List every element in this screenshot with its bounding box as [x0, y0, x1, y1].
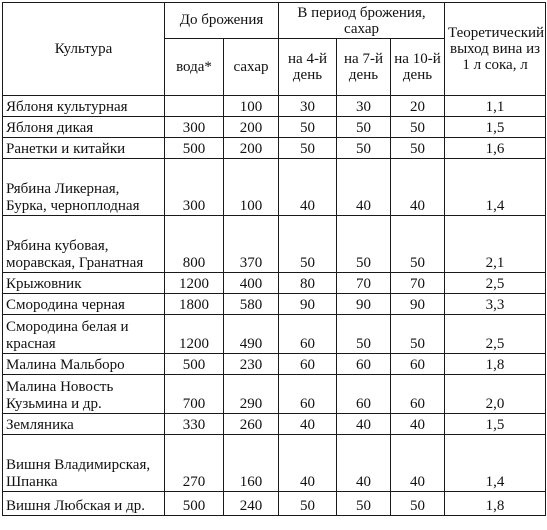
- cell-day10: 50: [391, 492, 445, 516]
- cell-day7: 60: [337, 375, 391, 414]
- cell-yield: 2,0: [445, 375, 546, 414]
- table-row: [3, 435, 546, 492]
- cell-day4: 50: [279, 138, 337, 159]
- cell-day4: 90: [279, 294, 337, 315]
- table-row: [3, 138, 546, 159]
- cell-day4: 60: [279, 375, 337, 414]
- cell-yield: 3,3: [445, 294, 546, 315]
- cell-sugar: 290: [224, 375, 279, 414]
- cell-day10: 60: [391, 375, 445, 414]
- cell-sugar: 200: [224, 117, 279, 138]
- cell-culture: Смородина черная: [3, 294, 165, 315]
- cell-day10: 90: [391, 294, 445, 315]
- cell-water: 500: [165, 354, 224, 375]
- cell-water: [165, 96, 224, 117]
- wine-sugar-table: [2, 2, 546, 516]
- cell-day7: 50: [337, 117, 391, 138]
- cell-day4: 60: [279, 354, 337, 375]
- header-day7: на 7-й день: [337, 39, 391, 96]
- header-water: вода*: [165, 39, 224, 96]
- table-row: [3, 117, 546, 138]
- cell-day7: 40: [337, 159, 391, 216]
- cell-sugar: 260: [224, 414, 279, 435]
- cell-day10: 60: [391, 354, 445, 375]
- cell-water: 300: [165, 159, 224, 216]
- cell-yield: 1,5: [445, 117, 546, 138]
- cell-culture: Земляника: [3, 414, 165, 435]
- cell-yield: 1,8: [445, 354, 546, 375]
- table-row: [3, 375, 546, 414]
- header-during-fermentation: В период брожения, сахар: [279, 3, 445, 39]
- cell-water: 700: [165, 375, 224, 414]
- cell-day7: 40: [337, 435, 391, 492]
- cell-day7: 30: [337, 96, 391, 117]
- cell-day4: 60: [279, 315, 337, 354]
- cell-day10: 50: [391, 216, 445, 273]
- cell-day10: 40: [391, 435, 445, 492]
- cell-sugar: 240: [224, 492, 279, 516]
- cell-water: 270: [165, 435, 224, 492]
- header-culture: Культура: [3, 3, 165, 96]
- cell-day4: 30: [279, 96, 337, 117]
- cell-culture: Ранетки и китайки: [3, 138, 165, 159]
- table-row: [3, 159, 546, 216]
- header-row-top: [3, 3, 546, 39]
- cell-water: 1200: [165, 315, 224, 354]
- cell-day4: 50: [279, 492, 337, 516]
- cell-water: 1800: [165, 294, 224, 315]
- cell-culture: Вишня Любская и др.: [3, 492, 165, 516]
- table-row: [3, 492, 546, 516]
- cell-day10: 40: [391, 414, 445, 435]
- cell-day4: 40: [279, 414, 337, 435]
- cell-water: 500: [165, 492, 224, 516]
- header-before-fermentation: До брожения: [165, 3, 279, 39]
- cell-culture: Малина Новость Кузьмина и др.: [3, 375, 165, 414]
- cell-day4: 40: [279, 159, 337, 216]
- cell-culture: Малина Мальборо: [3, 354, 165, 375]
- cell-yield: 2,1: [445, 216, 546, 273]
- cell-sugar: 100: [224, 96, 279, 117]
- cell-day10: 50: [391, 138, 445, 159]
- cell-day4: 80: [279, 273, 337, 294]
- header-theoretical-yield: Теоретический выход вина из 1 л сока, л: [445, 3, 546, 96]
- cell-water: 300: [165, 117, 224, 138]
- cell-water: 800: [165, 216, 224, 273]
- table-body: [3, 96, 546, 516]
- table-row: [3, 315, 546, 354]
- table-row: [3, 414, 546, 435]
- cell-sugar: 100: [224, 159, 279, 216]
- cell-day7: 50: [337, 492, 391, 516]
- cell-culture: Рябина Ликерная, Бурка, черноплодная: [3, 159, 165, 216]
- cell-yield: 1,4: [445, 159, 546, 216]
- table-row: [3, 216, 546, 273]
- cell-water: 500: [165, 138, 224, 159]
- cell-sugar: 200: [224, 138, 279, 159]
- cell-yield: 1,8: [445, 492, 546, 516]
- cell-sugar: 160: [224, 435, 279, 492]
- cell-yield: 1,4: [445, 435, 546, 492]
- cell-yield: 2,5: [445, 273, 546, 294]
- cell-day10: 50: [391, 315, 445, 354]
- cell-day4: 50: [279, 216, 337, 273]
- cell-culture: Крыжовник: [3, 273, 165, 294]
- cell-day7: 50: [337, 138, 391, 159]
- cell-day7: 40: [337, 414, 391, 435]
- cell-culture: Смородина белая и красная: [3, 315, 165, 354]
- cell-yield: 1,6: [445, 138, 546, 159]
- cell-day4: 50: [279, 117, 337, 138]
- cell-water: 330: [165, 414, 224, 435]
- header-day4: на 4-й день: [279, 39, 337, 96]
- cell-sugar: 230: [224, 354, 279, 375]
- cell-day7: 90: [337, 294, 391, 315]
- cell-culture: Вишня Владимирская, Шпанка: [3, 435, 165, 492]
- cell-sugar: 580: [224, 294, 279, 315]
- table-row: [3, 96, 546, 117]
- cell-day10: 20: [391, 96, 445, 117]
- table-row: [3, 354, 546, 375]
- cell-water: 1200: [165, 273, 224, 294]
- cell-yield: 1,5: [445, 414, 546, 435]
- table-row: [3, 273, 546, 294]
- cell-sugar: 370: [224, 216, 279, 273]
- table-row: [3, 294, 546, 315]
- cell-sugar: 490: [224, 315, 279, 354]
- cell-day7: 60: [337, 354, 391, 375]
- cell-day4: 40: [279, 435, 337, 492]
- cell-day10: 70: [391, 273, 445, 294]
- cell-culture: Рябина кубовая, моравская, Гранатная: [3, 216, 165, 273]
- header-sugar: сахар: [224, 39, 279, 96]
- cell-yield: 1,1: [445, 96, 546, 117]
- cell-culture: Яблоня дикая: [3, 117, 165, 138]
- header-day10: на 10-й день: [391, 39, 445, 96]
- cell-culture: Яблоня культурная: [3, 96, 165, 117]
- cell-day7: 50: [337, 216, 391, 273]
- cell-day7: 70: [337, 273, 391, 294]
- cell-yield: 2,5: [445, 315, 546, 354]
- cell-day7: 50: [337, 315, 391, 354]
- cell-day10: 50: [391, 117, 445, 138]
- cell-day10: 40: [391, 159, 445, 216]
- cell-sugar: 400: [224, 273, 279, 294]
